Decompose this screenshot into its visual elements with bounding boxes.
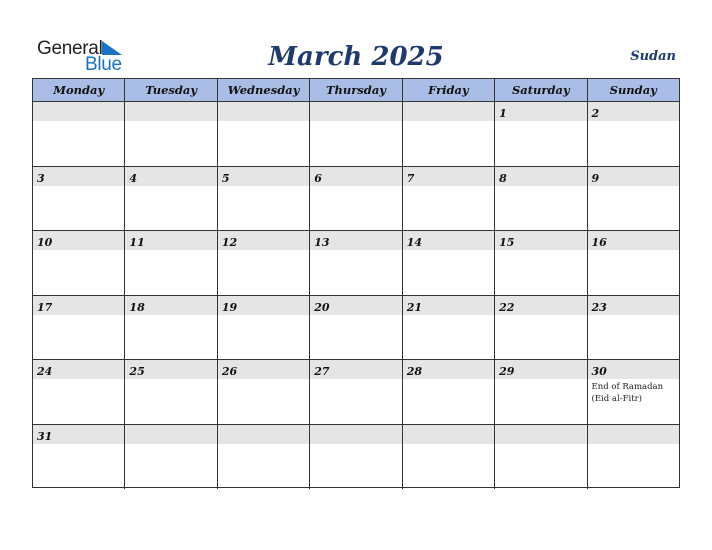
- logo-general-text: General: [37, 38, 103, 59]
- day-number-band: [495, 360, 586, 379]
- day-cell: [33, 296, 125, 360]
- day-cell: [218, 231, 310, 295]
- day-number-band: [403, 296, 494, 315]
- weekday-wednesday: Wednesday: [218, 79, 310, 101]
- week-row: [33, 102, 679, 167]
- day-number-band: [588, 102, 679, 121]
- calendar-grid: [32, 78, 680, 488]
- day-cell: [310, 231, 402, 295]
- day-number: 31: [37, 429, 53, 443]
- day-number-band: [125, 296, 216, 315]
- day-cell: [33, 167, 125, 231]
- day-cell: [495, 231, 587, 295]
- day-number-band: [495, 167, 586, 186]
- day-number-band: [310, 425, 401, 444]
- day-number-band: [218, 231, 309, 250]
- day-cell: [403, 102, 495, 166]
- day-number: 8: [499, 171, 507, 185]
- day-number-band: [403, 425, 494, 444]
- day-cell: [125, 102, 217, 166]
- day-number: 25: [129, 365, 145, 378]
- day-number-band: [495, 425, 586, 444]
- day-cell: [33, 231, 125, 295]
- holiday-label: End of Ramadan (Eid al-Fitr): [591, 382, 664, 404]
- day-number: 23: [591, 300, 607, 314]
- day-cell: [403, 425, 495, 490]
- day-cell: [310, 425, 402, 490]
- day-number-band: [218, 360, 309, 379]
- day-number: 19: [221, 300, 238, 314]
- day-number-band: [495, 296, 586, 315]
- day-number-band: [403, 102, 494, 121]
- day-number: 20: [314, 300, 330, 314]
- day-number-band: [588, 425, 679, 444]
- day-number: 28: [406, 365, 422, 378]
- day-number-band: [588, 167, 679, 186]
- day-number: 24: [37, 365, 53, 378]
- day-number-band: [33, 231, 124, 250]
- day-cell: [588, 231, 679, 295]
- day-number-band: [588, 296, 679, 315]
- day-number: 13: [314, 236, 330, 249]
- day-cell: [588, 360, 679, 424]
- day-cell: [33, 360, 125, 424]
- day-cell: [310, 102, 402, 166]
- day-number-band: [218, 425, 309, 444]
- weekday-tuesday: Tuesday: [125, 79, 217, 101]
- day-cell: [403, 296, 495, 360]
- day-number-band: [403, 167, 494, 186]
- day-number: 15: [499, 236, 515, 249]
- day-cell: [125, 231, 217, 295]
- day-number-band: [588, 231, 679, 250]
- week-row: [33, 231, 679, 296]
- day-cell: [125, 296, 217, 360]
- day-number: 2: [591, 107, 600, 120]
- day-cell: [588, 167, 679, 231]
- day-number-band: [125, 231, 216, 250]
- day-cell: [588, 102, 679, 166]
- day-number-band: [218, 296, 309, 315]
- day-number-band: [403, 360, 494, 379]
- day-number-band: [310, 167, 401, 186]
- week-row: [33, 360, 679, 425]
- day-number: 16: [591, 236, 607, 249]
- day-number-band: [218, 102, 309, 121]
- weekday-sunday: Sunday: [609, 83, 657, 97]
- day-cell: [403, 360, 495, 424]
- day-cell: [588, 296, 679, 360]
- day-number-band: [310, 102, 401, 121]
- weeks-container: [33, 102, 679, 489]
- day-number: 18: [129, 300, 145, 314]
- day-number-band: [310, 296, 401, 315]
- day-cell: [403, 231, 495, 295]
- day-number: 27: [314, 365, 330, 378]
- day-number: 17: [37, 300, 53, 314]
- day-number: 5: [221, 171, 230, 185]
- day-number: 29: [499, 365, 515, 378]
- logo-blue-text: Blue: [85, 54, 122, 75]
- day-number-band: [33, 360, 124, 379]
- day-number-band: [125, 425, 216, 444]
- day-number-band: [33, 102, 124, 121]
- day-cell: [218, 425, 310, 490]
- day-cell: [218, 296, 310, 360]
- day-number: 26: [221, 365, 238, 378]
- weekday-friday: Friday: [403, 79, 495, 101]
- day-number: 21: [406, 300, 422, 314]
- week-row: [33, 425, 679, 490]
- day-number-band: [495, 231, 586, 250]
- day-cell: [125, 425, 217, 490]
- day-cell: [125, 360, 217, 424]
- country-label: Sudan: [630, 49, 676, 64]
- day-number: 3: [37, 171, 45, 185]
- day-cell: [495, 167, 587, 231]
- day-cell: [495, 102, 587, 166]
- day-cell: [310, 167, 402, 231]
- day-cell: [125, 167, 217, 231]
- day-number: 10: [37, 236, 53, 249]
- week-row: [33, 167, 679, 232]
- weekday-monday: Monday: [33, 79, 125, 101]
- day-cell: [310, 360, 402, 424]
- day-cell: [495, 296, 587, 360]
- day-cell: [218, 102, 310, 166]
- day-number-band: [588, 360, 679, 379]
- day-cell: [588, 425, 679, 490]
- day-number-band: [310, 231, 401, 250]
- day-cell: [33, 102, 125, 166]
- day-number-band: [33, 296, 124, 315]
- day-number: 7: [406, 171, 415, 185]
- day-number-band: [33, 167, 124, 186]
- week-row: [33, 296, 679, 361]
- day-cell: [310, 296, 402, 360]
- day-number: 4: [129, 171, 138, 185]
- day-number: 9: [591, 171, 600, 185]
- day-number-band: [125, 102, 216, 121]
- day-number: 1: [499, 107, 507, 120]
- day-cell: [218, 167, 310, 231]
- day-number-band: [495, 102, 586, 121]
- day-number: 11: [129, 236, 145, 249]
- weekday-saturday: Saturday: [495, 79, 587, 101]
- day-number: 14: [406, 236, 422, 249]
- day-number-band: [125, 360, 216, 379]
- calendar-title: March 2025: [268, 42, 444, 72]
- day-cell: [495, 360, 587, 424]
- day-number-band: [310, 360, 401, 379]
- day-number: 12: [221, 236, 238, 249]
- weekday-thursday: Thursday: [310, 79, 402, 101]
- day-number-band: [403, 231, 494, 250]
- day-number: 6: [314, 171, 322, 185]
- day-number-band: [125, 167, 216, 186]
- day-cell: [218, 360, 310, 424]
- day-cell: [495, 425, 587, 490]
- day-number: 30: [591, 365, 607, 378]
- day-number-band: [218, 167, 309, 186]
- day-number: 22: [499, 300, 515, 314]
- day-number-band: [33, 425, 124, 444]
- day-cell: [403, 167, 495, 231]
- day-cell: [33, 425, 125, 490]
- weekday-header-row: [33, 79, 679, 102]
